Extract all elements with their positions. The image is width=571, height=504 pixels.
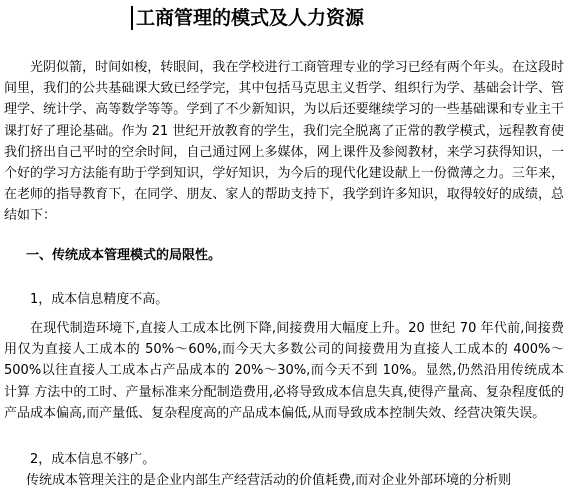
subsection-title-1: 1，成本信息精度不高。 xyxy=(30,292,169,307)
subsection-body-1: 在现代制造环境下,直接人工成本比例下降,间接费用大幅度上升。20 世纪 70 年代前,间接费用仅为直接人工成本的 50%～60%,而今天大多数公司的间接费用为直接人工成本的 400%～500%以往直接人工成本占产品成本的 20%～30%,而今天不到 10%。显然,仍然沿用传统成本 计算 方法中的工时、产量标准来分配制造费用,必将导致成本信息失真,使得产量高、复杂程度低的产品成本偏高,而产量低、复杂程度高的产品成本偏低,从而导致成本控制失效、经营决策失误。 xyxy=(4,321,564,421)
subsection-body-2: 传统成本管理关注的是企业内部生产经营活动的价值耗费,而对企业外部环境的分析则 xyxy=(26,473,512,488)
text-cursor xyxy=(131,6,133,30)
intro-paragraph: 光阴似箭，时间如梭，转眼间，我在学校进行工商管理专业的学习已经有两个年头。在这段时间里，我们的公共基础课大致已经学完，其中包括马克思主义哲学、组织行为学、基础会计学、管理学、统计学、高等数学等等。学到了不少新知识，为以后还要继续学习的一些基础课和专业主干课打好了理论基础。作为 21 世纪开放教育的学生，我们完全脱离了正常的教学模式，远程教育使我们挤出自己平时的空余时间，自己通过网上多媒体，网上课件及参阅教材，来学习获得知识，一个好的学习方法能有助于学到知识，学好知识，为今后的现代化建设献上一份微薄之力。三年来，在老师的指导教育下，在同学、朋友、家人的帮助支持下，我学到许多知识，取得较好的成绩，总结如下： xyxy=(4,60,564,224)
document-title: 工商管理的模式及人力资源 xyxy=(136,7,365,29)
subsection-title-2: 2，成本信息不够广。 xyxy=(30,452,156,467)
section-heading-1: 一、传统成本管理模式的局限性。 xyxy=(26,248,222,263)
